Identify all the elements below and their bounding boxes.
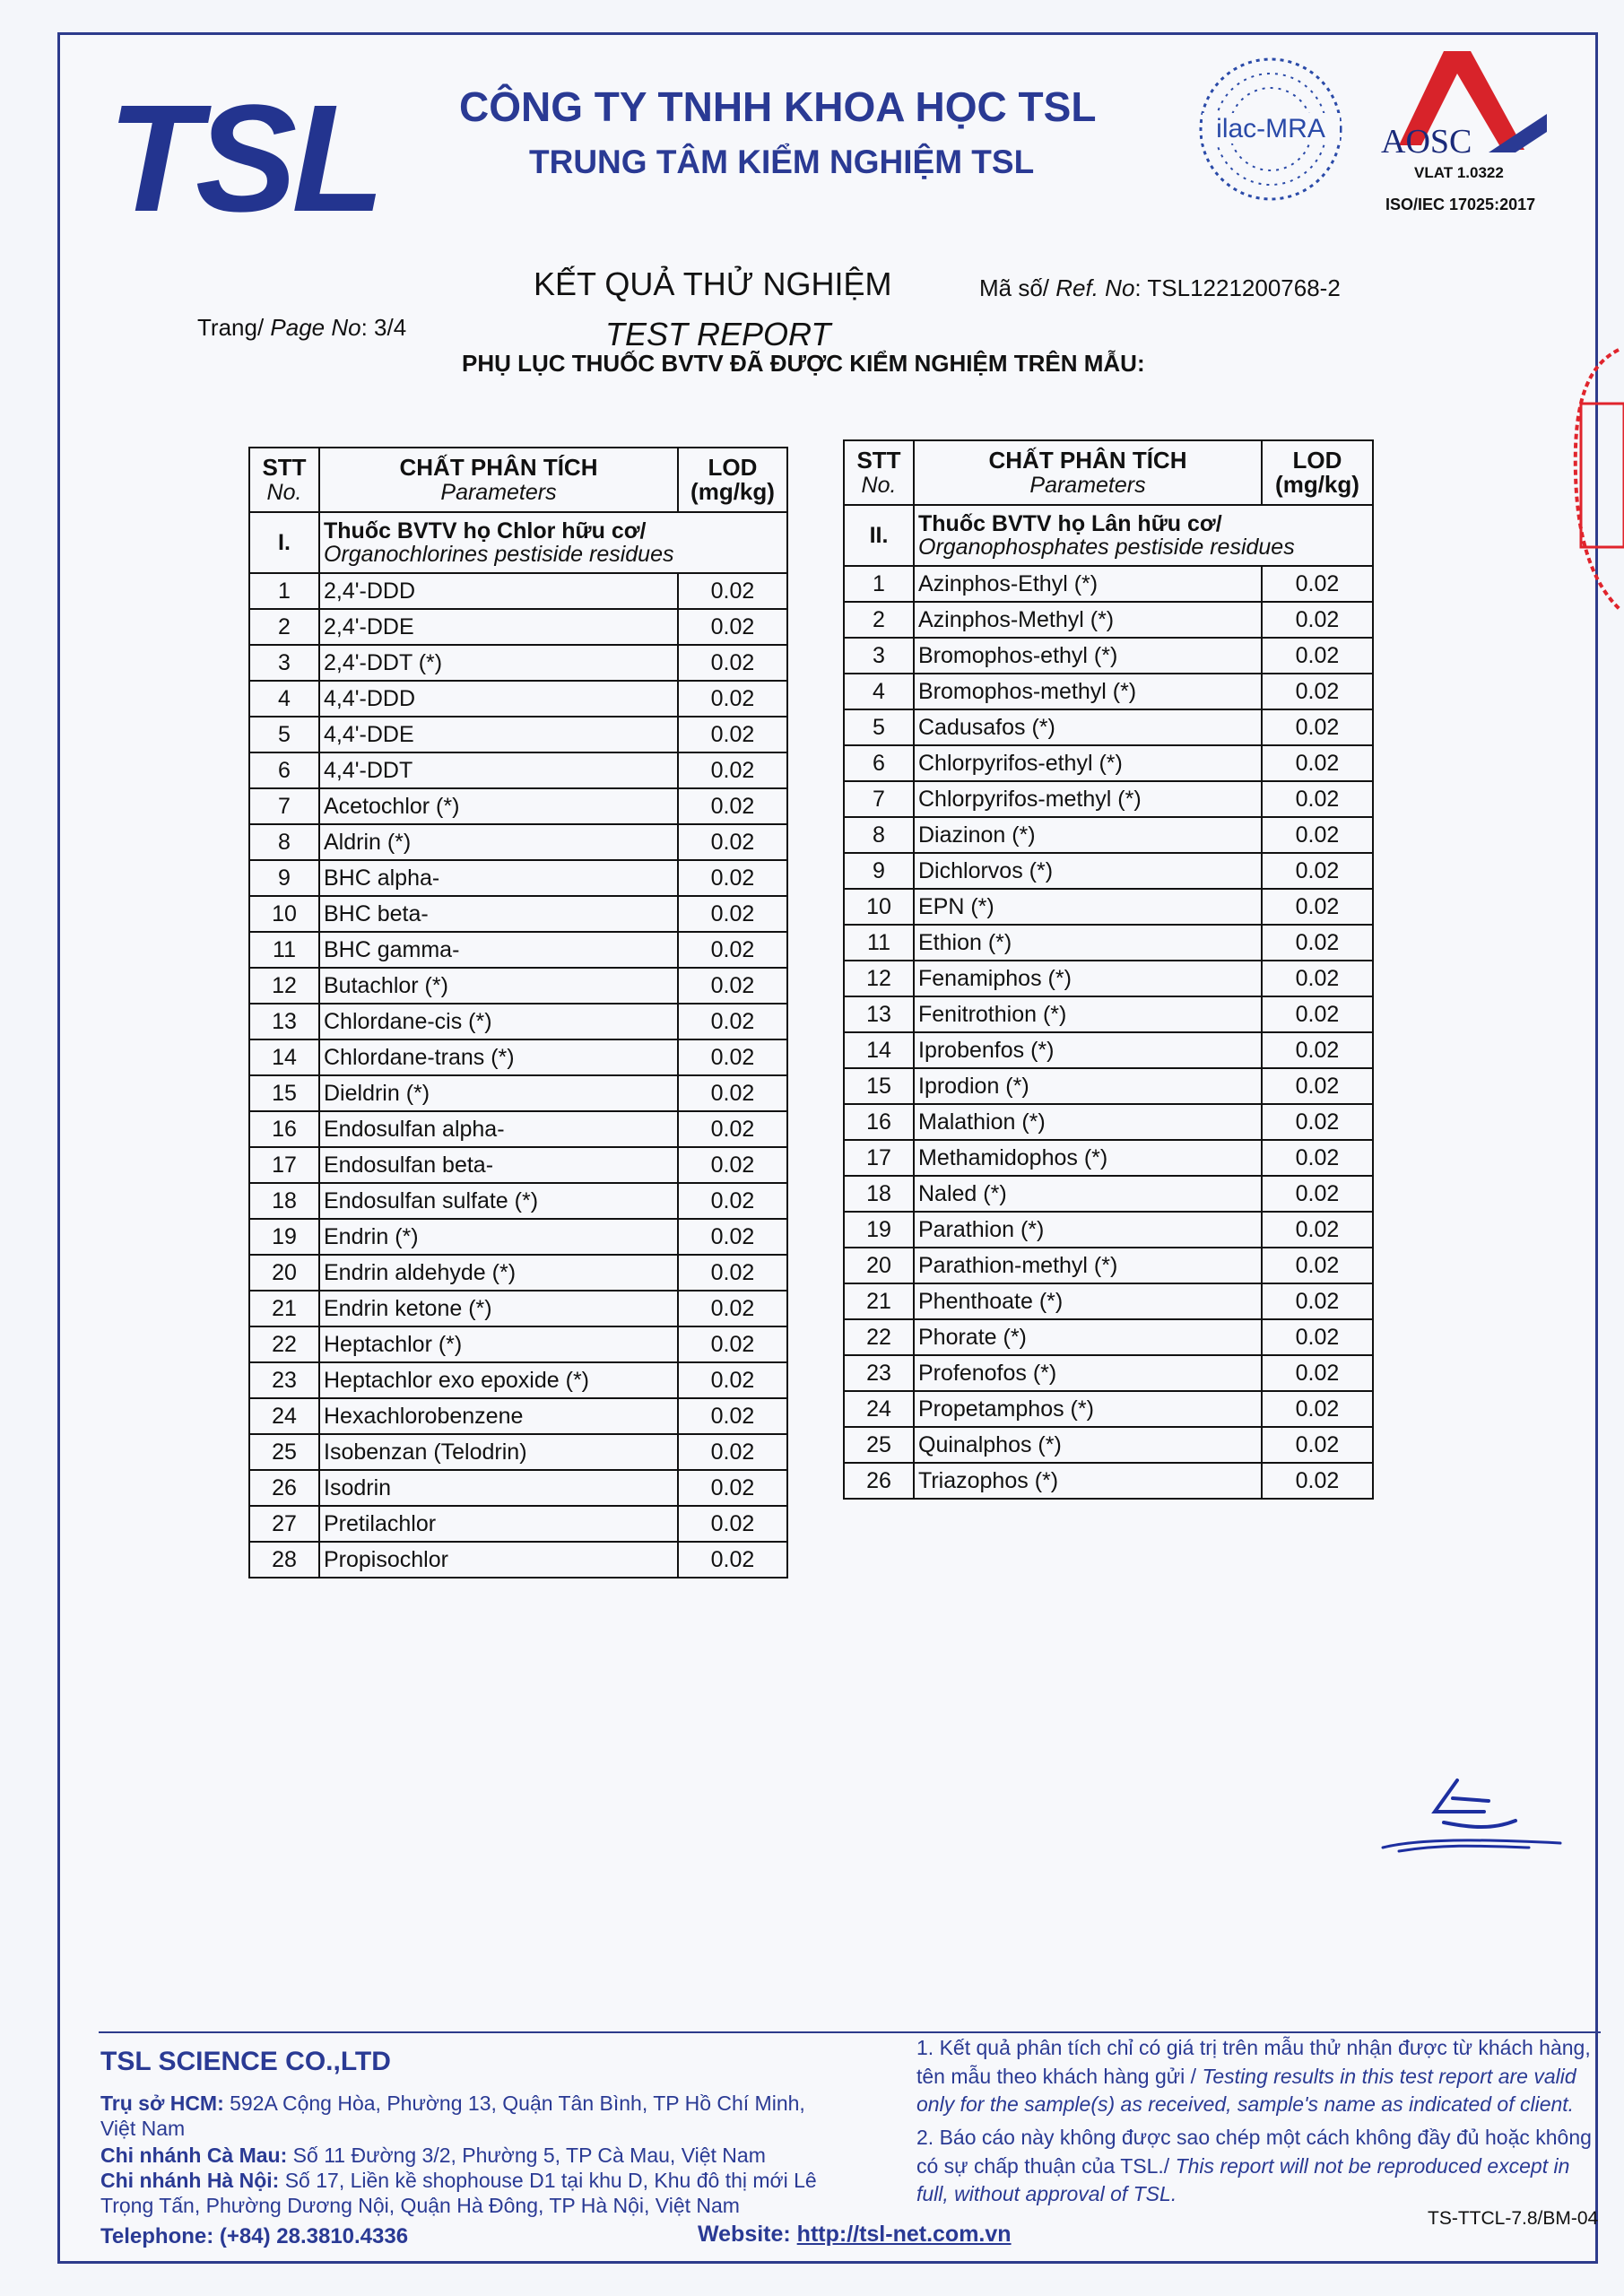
lod-value: 0.02 — [678, 717, 787, 752]
row-number: 26 — [249, 1470, 319, 1506]
lod-value: 0.02 — [1262, 1248, 1373, 1283]
aosc-accreditation-code: VLAT 1.0322 — [1414, 164, 1504, 181]
table-header — [249, 448, 787, 512]
footer-divider — [99, 2031, 1601, 2033]
table-header — [844, 440, 1373, 505]
lod-value: 0.02 — [678, 1183, 787, 1219]
ref-label: Mã số/ — [979, 274, 1050, 301]
table-row — [844, 1427, 1373, 1463]
form-code: TS-TTCL-7.8/BM-04 — [1428, 2208, 1599, 2229]
lod-value: 0.02 — [1262, 1427, 1373, 1463]
table-row — [844, 674, 1373, 709]
parameter-name: Endrin (*) — [319, 1219, 678, 1255]
lod-value: 0.02 — [678, 1470, 787, 1506]
lab-name: TRUNG TÂM KIỂM NGHIỆM TSL — [529, 144, 1035, 180]
lod-value: 0.02 — [678, 645, 787, 681]
table-row — [844, 1176, 1373, 1212]
parameter-name: Bromophos-ethyl (*) — [914, 638, 1262, 674]
row-number: 9 — [844, 853, 914, 889]
parameter-name: Naled (*) — [914, 1176, 1262, 1212]
lod-value: 0.02 — [1262, 1104, 1373, 1140]
lod-value: 0.02 — [678, 896, 787, 932]
parameter-name: Aldrin (*) — [319, 824, 678, 860]
page-label-en: Page No — [270, 314, 361, 341]
lod-value: 0.02 — [1262, 1319, 1373, 1355]
row-number: 5 — [844, 709, 914, 745]
row-number: 23 — [249, 1362, 319, 1398]
row-number: 7 — [249, 788, 319, 824]
table-row — [844, 1032, 1373, 1068]
parameter-name: Bromophos-methyl (*) — [914, 674, 1262, 709]
row-number: 16 — [844, 1104, 914, 1140]
row-number: 21 — [249, 1291, 319, 1326]
table-row — [249, 968, 787, 1004]
row-number: 25 — [844, 1427, 914, 1463]
table-row — [249, 681, 787, 717]
ilac-mra-text: ilac-MRA — [1216, 114, 1325, 144]
parameter-name: Profenofos (*) — [914, 1355, 1262, 1391]
row-number: 23 — [844, 1355, 914, 1391]
parameter-name: Malathion (*) — [914, 1104, 1262, 1140]
parameter-name: Endosulfan beta- — [319, 1147, 678, 1183]
lod-value: 0.02 — [678, 1004, 787, 1039]
parameter-name: Endosulfan sulfate (*) — [319, 1183, 678, 1219]
lod-value: 0.02 — [678, 788, 787, 824]
hanoi-address: Chi nhánh Hà Nội: Số 17, Liền kề shophouse D1 tại khu D, Khu đô thị mới Lê — [100, 2169, 817, 2192]
lod-value: 0.02 — [1262, 602, 1373, 638]
table-row — [249, 609, 787, 645]
lod-value: 0.02 — [678, 681, 787, 717]
lod-value: 0.02 — [678, 1326, 787, 1362]
lod-value: 0.02 — [1262, 889, 1373, 925]
table-row — [249, 1291, 787, 1326]
row-number: 27 — [249, 1506, 319, 1542]
row-number: 10 — [249, 896, 319, 932]
reference-number — [979, 274, 1341, 302]
row-number: 22 — [249, 1326, 319, 1362]
table-row — [249, 1398, 787, 1434]
lod-value: 0.02 — [678, 1111, 787, 1147]
row-number: 3 — [844, 638, 914, 674]
table-row — [249, 1183, 787, 1219]
parameter-name: Isobenzan (Telodrin) — [319, 1434, 678, 1470]
row-number: 6 — [249, 752, 319, 788]
row-number: 18 — [844, 1176, 914, 1212]
group-title: Thuốc BVTV họ Lân hữu cơ/ Organophosphates pestiside residues — [914, 505, 1373, 566]
row-number: 3 — [249, 645, 319, 681]
lod-header: LOD (mg/kg) — [1262, 440, 1373, 505]
organophosphate-table — [843, 439, 1374, 1500]
parameter-name: EPN (*) — [914, 889, 1262, 925]
lod-value: 0.02 — [1262, 1068, 1373, 1104]
table-row — [249, 1039, 787, 1075]
parameter-name: 2,4'-DDE — [319, 609, 678, 645]
aosc-logo — [1381, 47, 1551, 163]
parameter-name: Propisochlor — [319, 1542, 678, 1578]
disclaimer-note-2: 2. Báo cáo này không được sao chép một cách không đầy đủ hoặc không có sự chấp thuận của TSL./ This report will not be reproduced except in full, without approval of TSL. — [916, 2126, 1592, 2206]
table-row — [844, 745, 1373, 781]
lod-value: 0.02 — [1262, 745, 1373, 781]
iso-standard: ISO/IEC 17025:2017 — [1385, 196, 1536, 213]
parameter-name: Iprodion (*) — [914, 1068, 1262, 1104]
row-number: 9 — [249, 860, 319, 896]
table-row — [844, 1319, 1373, 1355]
parameter-name: 4,4'-DDT — [319, 752, 678, 788]
company-name: CÔNG TY TNHH KHOA HỌC TSL — [459, 83, 1097, 130]
lod-value: 0.02 — [678, 932, 787, 968]
organochlorine-table — [248, 447, 788, 1578]
row-number: 1 — [844, 566, 914, 602]
row-number: 1 — [249, 573, 319, 609]
lod-value: 0.02 — [678, 1255, 787, 1291]
parameter-name: 2,4'-DDT (*) — [319, 645, 678, 681]
parameter-name: 2,4'-DDD — [319, 573, 678, 609]
tsl-logo: TSL — [108, 74, 380, 244]
row-number: 12 — [844, 961, 914, 996]
row-number: 14 — [249, 1039, 319, 1075]
table-row — [249, 1506, 787, 1542]
parameter-name: Fenamiphos (*) — [914, 961, 1262, 996]
parameter-name: Fenitrothion (*) — [914, 996, 1262, 1032]
table-row — [844, 1068, 1373, 1104]
row-number: 8 — [844, 817, 914, 853]
parameter-name: Propetamphos (*) — [914, 1391, 1262, 1427]
table-row — [844, 1140, 1373, 1176]
parameter-name: Acetochlor (*) — [319, 788, 678, 824]
ilac-mra-logo — [1197, 56, 1345, 204]
parameter-name: Phorate (*) — [914, 1319, 1262, 1355]
website: Website: http://tsl-net.com.vn — [698, 2222, 1012, 2247]
parameter-name: Chlorpyrifos-methyl (*) — [914, 781, 1262, 817]
table-row — [249, 932, 787, 968]
row-number: 14 — [844, 1032, 914, 1068]
row-number: 20 — [249, 1255, 319, 1291]
parameter-name: Endrin aldehyde (*) — [319, 1255, 678, 1291]
disclaimer-note-1: 1. Kết quả phân tích chỉ có giá trị trên mẫu thử nhận được từ khách hàng, tên mẫu theo khách hàng gửi / Testing results in this test report are valid only for the sample(s) as received, sample's name as indicated of client. — [916, 2036, 1591, 2117]
parameter-name: Chlordane-cis (*) — [319, 1004, 678, 1039]
parameter-name: Hexachlorobenzene — [319, 1398, 678, 1434]
table-row — [249, 1255, 787, 1291]
row-number: 19 — [844, 1212, 914, 1248]
table-row — [249, 752, 787, 788]
lod-value: 0.02 — [1262, 817, 1373, 853]
parameter-name: Parathion-methyl (*) — [914, 1248, 1262, 1283]
lod-value: 0.02 — [678, 1506, 787, 1542]
row-number: 16 — [249, 1111, 319, 1147]
lod-value: 0.02 — [678, 1039, 787, 1075]
row-number: 17 — [249, 1147, 319, 1183]
parameter-name: Azinphos-Ethyl (*) — [914, 566, 1262, 602]
row-number: 26 — [844, 1463, 914, 1499]
lod-value: 0.02 — [1262, 781, 1373, 817]
table-row — [249, 573, 787, 609]
aosc-text: AOSC — [1381, 123, 1472, 161]
camau-address: Chi nhánh Cà Mau: Số 11 Đường 3/2, Phường 5, TP Cà Mau, Việt Nam — [100, 2144, 766, 2167]
parameter-name: Triazophos (*) — [914, 1463, 1262, 1499]
parameter-name: Quinalphos (*) — [914, 1427, 1262, 1463]
lod-value: 0.02 — [1262, 1140, 1373, 1176]
parameter-name: Isodrin — [319, 1470, 678, 1506]
lod-value: 0.02 — [1262, 1283, 1373, 1319]
param-header: CHẤT PHÂN TÍCH Parameters — [319, 448, 678, 512]
row-number: 17 — [844, 1140, 914, 1176]
parameter-name: 4,4'-DDE — [319, 717, 678, 752]
row-number: 15 — [844, 1068, 914, 1104]
row-number: 15 — [249, 1075, 319, 1111]
row-number: 4 — [249, 681, 319, 717]
ref-value: : TSL1221200768-2 — [1134, 274, 1341, 301]
appendix-title: PHỤ LỤC THUỐC BVTV ĐÃ ĐƯỢC KIỂM NGHIỆM TRÊN MẪU: — [462, 350, 1145, 377]
table-row — [844, 1355, 1373, 1391]
group-row — [844, 505, 1373, 566]
row-number: 2 — [249, 609, 319, 645]
row-number: 25 — [249, 1434, 319, 1470]
table-row — [844, 889, 1373, 925]
table-row — [844, 1212, 1373, 1248]
lod-value: 0.02 — [1262, 709, 1373, 745]
table-row — [249, 896, 787, 932]
table-row — [249, 1434, 787, 1470]
page-label: Trang/ — [197, 314, 265, 341]
table-row — [249, 1147, 787, 1183]
lod-value: 0.02 — [1262, 961, 1373, 996]
parameter-name: Butachlor (*) — [319, 968, 678, 1004]
row-number: 6 — [844, 745, 914, 781]
table-row — [249, 1326, 787, 1362]
lod-value: 0.02 — [1262, 566, 1373, 602]
group-number: I. — [249, 512, 319, 573]
lod-value: 0.02 — [678, 1147, 787, 1183]
lod-value: 0.02 — [678, 1075, 787, 1111]
lod-value: 0.02 — [1262, 925, 1373, 961]
parameter-name: BHC gamma- — [319, 932, 678, 968]
parameter-name: BHC alpha- — [319, 860, 678, 896]
row-number: 12 — [249, 968, 319, 1004]
lod-value: 0.02 — [1262, 1212, 1373, 1248]
table-row — [844, 1283, 1373, 1319]
table-row — [249, 1219, 787, 1255]
lod-value: 0.02 — [1262, 996, 1373, 1032]
row-number: 8 — [249, 824, 319, 860]
group-title: Thuốc BVTV họ Chlor hữu cơ/ Organochlorines pestiside residues — [319, 512, 787, 573]
table-row — [844, 602, 1373, 638]
stamp-fragment — [1565, 341, 1624, 619]
lod-value: 0.02 — [678, 824, 787, 860]
lod-value: 0.02 — [678, 609, 787, 645]
parameter-name: Heptachlor (*) — [319, 1326, 678, 1362]
group-number: II. — [844, 505, 914, 566]
telephone: Telephone: (+84) 28.3810.4336 — [100, 2224, 409, 2248]
table-row — [249, 788, 787, 824]
stt-header: STT No. — [844, 440, 914, 505]
hcm-address: Trụ sở HCM: 592A Cộng Hòa, Phường 13, Quận Tân Bình, TP Hồ Chí Minh, — [100, 2092, 805, 2115]
table-row — [844, 853, 1373, 889]
row-number: 24 — [844, 1391, 914, 1427]
table-row — [249, 860, 787, 896]
report-title-vn: KẾT QUẢ THỬ NGHIỆM — [534, 265, 892, 302]
lod-value: 0.02 — [1262, 1176, 1373, 1212]
parameter-name: Dieldrin (*) — [319, 1075, 678, 1111]
group-row — [249, 512, 787, 573]
signature — [1372, 1758, 1569, 1866]
row-number: 21 — [844, 1283, 914, 1319]
lod-value: 0.02 — [678, 1542, 787, 1578]
hanoi-address-cont: Trọng Tấn, Phường Dương Nội, Quận Hà Đông, TP Hà Nội, Việt Nam — [100, 2194, 740, 2217]
table-row — [844, 709, 1373, 745]
table-row — [844, 961, 1373, 996]
report-title-en: TEST REPORT — [605, 316, 831, 352]
table-row — [249, 1470, 787, 1506]
lod-value: 0.02 — [1262, 638, 1373, 674]
table-row — [249, 824, 787, 860]
stt-header: STT No. — [249, 448, 319, 512]
row-number: 5 — [249, 717, 319, 752]
parameter-name: Chlorpyrifos-ethyl (*) — [914, 745, 1262, 781]
row-number: 20 — [844, 1248, 914, 1283]
parameter-name: Dichlorvos (*) — [914, 853, 1262, 889]
parameter-name: Ethion (*) — [914, 925, 1262, 961]
hcm-address-country: Việt Nam — [100, 2117, 186, 2140]
table-row — [844, 638, 1373, 674]
parameter-name: Diazinon (*) — [914, 817, 1262, 853]
row-number: 4 — [844, 674, 914, 709]
table-row — [844, 1248, 1373, 1283]
lod-value: 0.02 — [678, 1362, 787, 1398]
row-number: 2 — [844, 602, 914, 638]
row-number: 13 — [249, 1004, 319, 1039]
table-row — [249, 1542, 787, 1578]
table-row — [249, 645, 787, 681]
table-row — [844, 781, 1373, 817]
lod-value: 0.02 — [678, 860, 787, 896]
parameter-name: Pretilachlor — [319, 1506, 678, 1542]
lod-value: 0.02 — [1262, 853, 1373, 889]
parameter-name: 4,4'-DDD — [319, 681, 678, 717]
parameter-name: Azinphos-Methyl (*) — [914, 602, 1262, 638]
row-number: 11 — [844, 925, 914, 961]
lod-value: 0.02 — [1262, 674, 1373, 709]
ref-label-en: Ref. No — [1055, 274, 1135, 301]
table-row — [249, 717, 787, 752]
lod-value: 0.02 — [678, 1219, 787, 1255]
page-number — [197, 314, 406, 342]
lod-value: 0.02 — [1262, 1391, 1373, 1427]
table-row — [249, 1111, 787, 1147]
parameter-name: Methamidophos (*) — [914, 1140, 1262, 1176]
parameter-name: BHC beta- — [319, 896, 678, 932]
lod-header: LOD (mg/kg) — [678, 448, 787, 512]
lod-value: 0.02 — [1262, 1032, 1373, 1068]
row-number: 28 — [249, 1542, 319, 1578]
footer-company: TSL SCIENCE CO.,LTD — [100, 2047, 391, 2076]
row-number: 22 — [844, 1319, 914, 1355]
parameter-name: Parathion (*) — [914, 1212, 1262, 1248]
lod-value: 0.02 — [1262, 1355, 1373, 1391]
param-header: CHẤT PHÂN TÍCH Parameters — [914, 440, 1262, 505]
parameter-name: Iprobenfos (*) — [914, 1032, 1262, 1068]
row-number: 11 — [249, 932, 319, 968]
website-link[interactable]: http://tsl-net.com.vn — [796, 2222, 1012, 2247]
parameter-name: Chlordane-trans (*) — [319, 1039, 678, 1075]
table-row — [249, 1075, 787, 1111]
parameter-name: Phenthoate (*) — [914, 1283, 1262, 1319]
table-row — [844, 1104, 1373, 1140]
lod-value: 0.02 — [678, 1434, 787, 1470]
row-number: 7 — [844, 781, 914, 817]
row-number: 24 — [249, 1398, 319, 1434]
table-row — [249, 1362, 787, 1398]
parameter-name: Endrin ketone (*) — [319, 1291, 678, 1326]
row-number: 18 — [249, 1183, 319, 1219]
lod-value: 0.02 — [678, 573, 787, 609]
lod-value: 0.02 — [678, 752, 787, 788]
table-row — [844, 817, 1373, 853]
table-row — [844, 996, 1373, 1032]
row-number: 19 — [249, 1219, 319, 1255]
parameter-name: Cadusafos (*) — [914, 709, 1262, 745]
row-number: 10 — [844, 889, 914, 925]
lod-value: 0.02 — [678, 1398, 787, 1434]
table-row — [844, 1391, 1373, 1427]
table-row — [249, 1004, 787, 1039]
parameter-name: Heptachlor exo epoxide (*) — [319, 1362, 678, 1398]
lod-value: 0.02 — [1262, 1463, 1373, 1499]
parameter-name: Endosulfan alpha- — [319, 1111, 678, 1147]
page-value: : 3/4 — [360, 314, 407, 341]
table-row — [844, 925, 1373, 961]
lod-value: 0.02 — [678, 1291, 787, 1326]
table-row — [844, 566, 1373, 602]
row-number: 13 — [844, 996, 914, 1032]
lod-value: 0.02 — [678, 968, 787, 1004]
table-row — [844, 1463, 1373, 1499]
